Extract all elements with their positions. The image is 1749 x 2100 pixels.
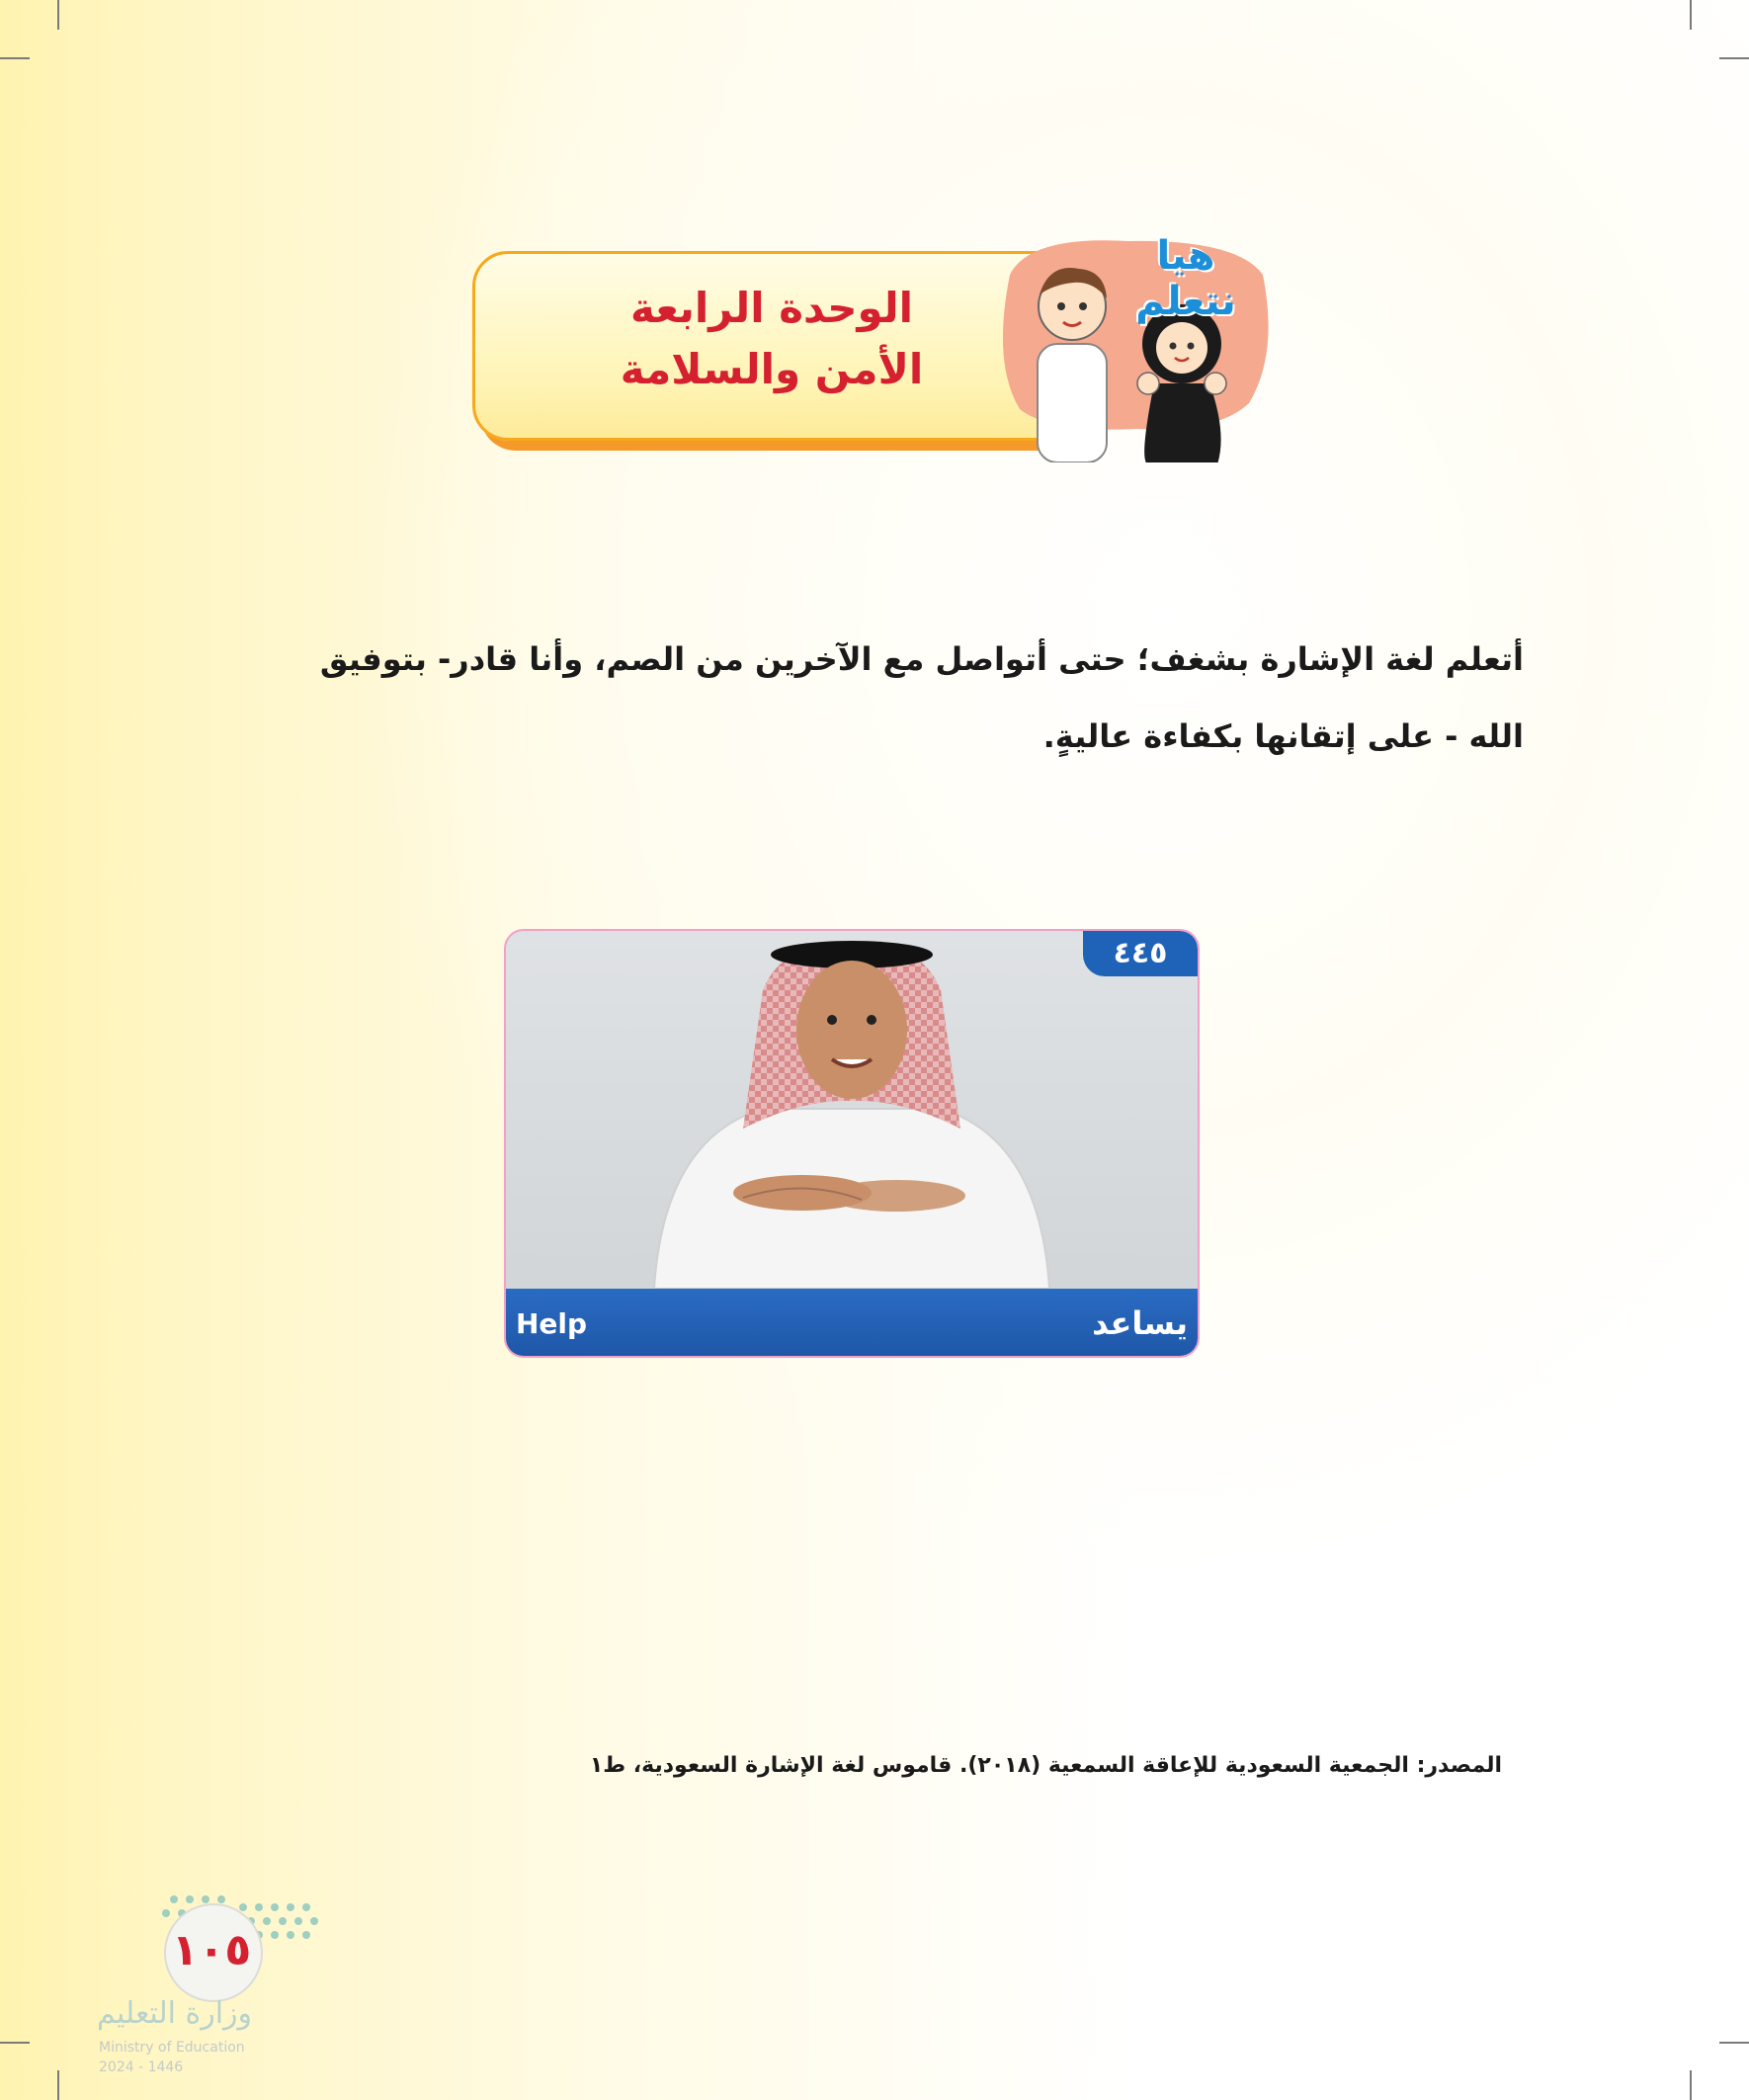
crop-mark: [57, 2070, 59, 2100]
sign-number-badge: ٤٤٥: [1083, 931, 1198, 976]
unit-subtitle: الأمن والسلامة: [620, 345, 924, 393]
unit-title: الوحدة الرابعة: [629, 284, 914, 332]
ministry-year: 2024 - 1446: [99, 2059, 184, 2075]
crop-mark: [1690, 2070, 1692, 2100]
sign-card: [504, 929, 1200, 1358]
sign-label-arabic: يساعد: [1092, 1304, 1188, 1342]
crop-mark: [57, 0, 59, 30]
crop-mark: [0, 57, 30, 59]
lesson-paragraph: أتعلم لغة الإشارة بشغف؛ حتى أتواصل مع الآخرين من الصم، وأنا قادر- بتوفيق الله - على إتقانها بكفاءة عاليةٍ.: [319, 640, 1524, 755]
unit-title-banner: [472, 251, 1071, 441]
crop-mark: [1719, 57, 1749, 59]
sign-label-bar: [506, 1289, 1198, 1356]
source-citation: المصدر: الجمعية السعودية للإعاقة السمعية (٢٠١٨). قاموس لغة الإشارة السعودية، ط١: [589, 1753, 1502, 1778]
page-number: ١٠٥: [171, 1925, 252, 1975]
crop-mark: [1719, 2042, 1749, 2044]
sign-label-english: Help: [516, 1307, 588, 1340]
mascot-label: هيا نتعلم: [1135, 233, 1236, 324]
ministry-name-arabic: وزارة التعليم: [97, 1996, 253, 2031]
ministry-name-english: Ministry of Education: [99, 2040, 245, 2056]
crop-mark: [0, 2042, 30, 2044]
signer-photo: [506, 931, 1198, 1289]
crop-mark: [1690, 0, 1692, 30]
